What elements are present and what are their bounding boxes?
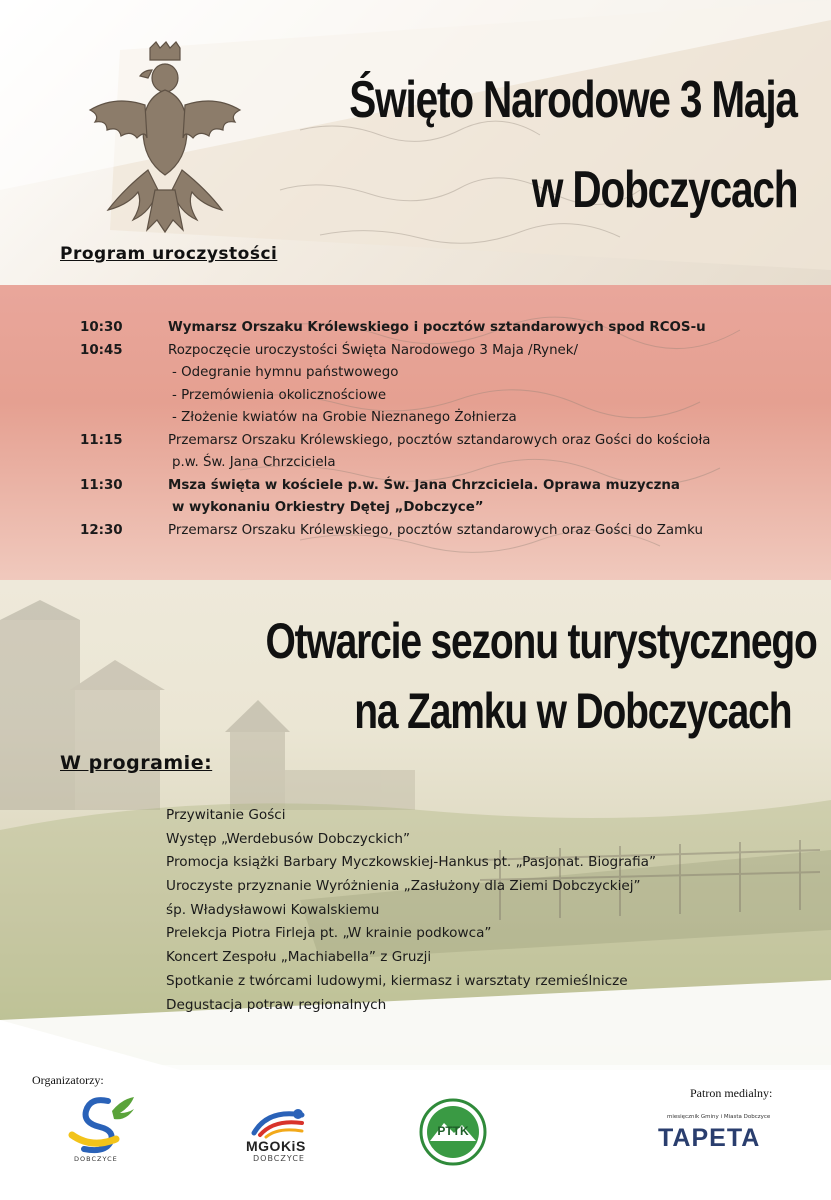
schedule-time: 10:45: [80, 342, 123, 358]
tapeta-logo: [655, 1114, 775, 1158]
pttk-logo: [418, 1097, 488, 1167]
schedule-text: Przemarsz Orszaku Królewskiego, pocztów sztandarowych oraz Gości do kościoła: [168, 432, 711, 448]
dobczyce-emblem-icon: [68, 1095, 138, 1155]
schedule-text: w wykonaniu Orkiestry Dętej „Dobczyce”: [172, 500, 484, 515]
season-program-item: Koncert Zespołu „Machiabella” z Gruzji: [166, 949, 432, 966]
main-title-line2: w Dobczycach: [531, 161, 797, 219]
schedule-text: - Złożenie kwiatów na Grobie Nieznanego Żołnierza: [172, 410, 517, 425]
schedule-row: [80, 318, 800, 341]
schedule-text: - Przemówienia okolicznościowe: [172, 387, 387, 403]
schedule-time: 12:30: [80, 522, 123, 538]
pttk-name: PTTK: [437, 1124, 469, 1138]
schedule-time: 11:30: [80, 477, 123, 493]
season-program-item: śp. Władysławowi Kowalskiemu: [166, 901, 380, 918]
mgokis-logo: [242, 1105, 322, 1165]
schedule-text: - Odegranie hymnu państwowego: [172, 365, 399, 380]
schedule-text: Rozpoczęcie uroczystości Święta Narodowego 3 Maja /Rynek/: [168, 342, 579, 358]
season-program-item: Promocja książki Barbary Myczkowskiej-Hankus pt. „Pasjonat. Biografia”: [166, 854, 657, 871]
pttk-emblem-icon: [418, 1097, 488, 1167]
season-program-item: Przywitanie Gości: [166, 807, 286, 823]
program-label: Program uroczystości: [60, 244, 278, 264]
schedule-time: 11:15: [80, 432, 123, 448]
season-title-line2: na Zamku w Dobczycach: [353, 683, 791, 739]
season-program-label: W programie:: [60, 752, 213, 774]
schedule-row: [80, 341, 800, 364]
season-program-item: Prelekcja Piotra Firleja pt. „W krainie podkowca”: [166, 925, 492, 942]
season-program-item: Degustacja potraw regionalnych: [166, 996, 387, 1013]
schedule-text: p.w. Św. Jana Chrzciciela: [172, 455, 336, 470]
organizers-label: Organizatorzy:: [32, 1073, 104, 1087]
dobczyce-logo-caption: DOBCZYCE: [74, 1155, 118, 1163]
schedule-text: Msza święta w kościele p.w. Św. Jana Chrzciciela. Oprawa muzyczna: [168, 477, 680, 493]
schedule-row: [80, 363, 800, 386]
schedule-row: [80, 453, 800, 476]
schedule-row: [80, 431, 800, 454]
season-program-list: [166, 806, 806, 1019]
white-eagle-icon: [70, 40, 260, 240]
season-program-item: Występ „Werdebusów Dobczyckich”: [166, 830, 411, 847]
schedule-text: Wymarsz Orszaku Królewskiego i pocztów sztandarowych spod RCOS-u: [168, 320, 706, 335]
schedule-row: [80, 521, 800, 544]
schedule-list: [80, 318, 800, 543]
schedule-time: 10:30: [80, 320, 123, 335]
patron-label: Patron medialny:: [690, 1086, 773, 1100]
main-title-line1: Święto Narodowe 3 Maja: [349, 71, 797, 129]
schedule-row: [80, 498, 800, 521]
schedule-text: Przemarsz Orszaku Królewskiego, pocztów sztandarowych oraz Gości do Zamku: [168, 522, 704, 538]
mgokis-caption: DOBCZYCE: [253, 1154, 305, 1163]
schedule-row: [80, 408, 800, 431]
schedule-row: [80, 386, 800, 409]
mgokis-emblem-icon: [242, 1105, 322, 1139]
season-title-line1: Otwarcie sezonu turystycznego: [265, 613, 817, 669]
mgokis-name: MGOKiS: [246, 1138, 306, 1154]
tapeta-subtitle: miesięcznik Gminy i Miasta Dobczyce: [667, 1114, 771, 1120]
season-program-item: Spotkanie z twórcami ludowymi, kiermasz i warsztaty rzemieślnicze: [166, 972, 628, 989]
schedule-row: [80, 476, 800, 499]
tapeta-name: TAPETA: [658, 1124, 761, 1152]
season-program-item: Uroczyste przyznanie Wyróżnienia „Zasłużony dla Ziemi Dobczyckiej”: [166, 878, 641, 895]
dobczyce-logo: [68, 1095, 138, 1167]
